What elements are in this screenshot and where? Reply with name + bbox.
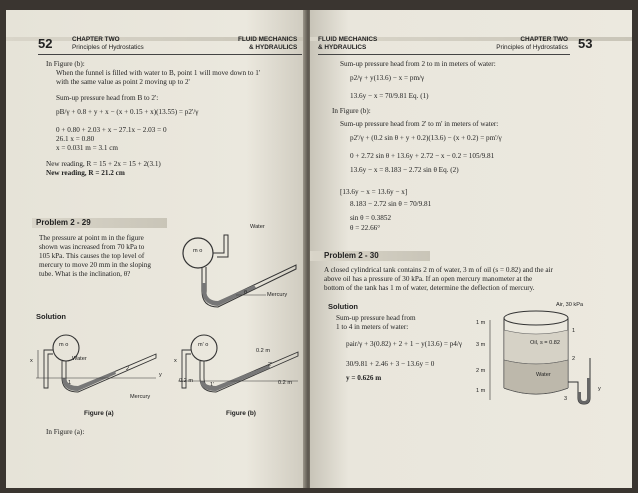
- chapter-heading: [486, 36, 568, 51]
- body-line: Sum-up pressure head from B to 2':: [56, 94, 159, 102]
- equation: p2'/γ + (0.2 sin θ + y + 0.2)(13.6) − (x + 0.2) = pm'/γ: [350, 134, 502, 142]
- tank-top: [504, 311, 568, 325]
- figure-label-m: m o: [193, 248, 203, 254]
- fig-a-2: 2: [126, 366, 130, 372]
- solution-title: Solution: [328, 302, 358, 311]
- tank-label-water: Water: [536, 372, 551, 378]
- solution-title: Solution: [36, 312, 66, 321]
- mercury-fill: [202, 283, 256, 306]
- fig-a-mercury: Mercury: [130, 394, 151, 400]
- body-line: with the same value as point 2 moving up to 2': [56, 78, 190, 86]
- book-spread: [6, 10, 632, 488]
- problem-title: Problem 2 - 29: [36, 218, 91, 227]
- mercury-fill: [578, 378, 590, 404]
- equation: 30/9.81 + 2.46 + 3 − 13.6y = 0: [346, 360, 435, 368]
- equation: [13.6y − x = 13.6y − x]: [340, 188, 408, 196]
- equation: x = 0.031 m = 3.1 cm: [56, 144, 119, 152]
- header-rule: [38, 54, 302, 55]
- vessel-shape: [191, 335, 217, 361]
- problem-title: Problem 2 - 30: [324, 251, 379, 260]
- equation: 0 + 2.72 sin θ + 13.6y + 2.72 − x − 0.2 = 105/9.81: [350, 152, 495, 160]
- vessel-pipe: [213, 235, 228, 257]
- figure-label-water: Water: [250, 224, 265, 230]
- book-title-line2: & HYDRAULICS: [249, 43, 298, 51]
- right-page: [310, 10, 632, 488]
- book-title: [318, 36, 377, 51]
- problem-line: mercury to move 20 mm in the sloping: [39, 261, 151, 269]
- body-line: New reading, R = 15 + 2x = 15 + 2(3.1): [46, 160, 161, 168]
- equation: θ = 22.66°: [350, 224, 381, 232]
- equation: y = 0.626 m: [346, 374, 382, 382]
- book-title-line2: & HYDRAULICS: [318, 43, 367, 51]
- tank-label-y: y: [598, 386, 601, 392]
- page-number: 53: [578, 36, 593, 51]
- fig-b-x: x: [174, 358, 177, 364]
- chapter-subtitle: Principles of Hydrostatics: [496, 43, 568, 51]
- body-line: In Figure (b):: [332, 107, 371, 115]
- book-title: [238, 36, 297, 51]
- figure-a: [36, 328, 161, 403]
- chapter-heading: [72, 36, 144, 51]
- fig-b-caption: Figure (b): [226, 410, 256, 417]
- figure-label-mercury: Mercury: [267, 292, 288, 298]
- tank-point-2: 2: [572, 356, 576, 362]
- solution-line: Sum-up pressure head from: [336, 314, 416, 322]
- chapter-label: CHAPTER TWO: [72, 36, 120, 43]
- tank-label-air: Air, 30 kPa: [556, 302, 584, 308]
- problem-line: tube. What is the inclination, θ?: [39, 270, 131, 278]
- tank-figure: [486, 308, 596, 408]
- equation: p2/γ + y(13.6) − x = pm/γ: [350, 74, 425, 82]
- body-line: New reading, R = 21.2 cm: [46, 169, 125, 177]
- manometer-tube: [202, 265, 296, 307]
- equation: sin θ = 0.3852: [350, 214, 392, 222]
- equation: 13.6y − x = 8.183 − 2.72 sin θ Eq. (2): [350, 166, 459, 174]
- equation: 0 + 0.80 + 2.03 + x − 27.1x − 2.03 = 0: [56, 126, 167, 134]
- figure-b: [178, 328, 303, 403]
- problem-line: shown was increased from 70 kPa to: [39, 243, 145, 251]
- book-title-line1: FLUID MECHANICS: [238, 36, 298, 43]
- tank-point-3: 3: [564, 396, 568, 402]
- footer-line: In Figure (a):: [46, 428, 85, 436]
- tank-dim-1m-bottom: 1 m: [476, 388, 486, 394]
- fig-a-water: Water: [72, 356, 87, 362]
- equation: 13.6y − x = 70/9.81 Eq. (1): [350, 92, 429, 100]
- fig-b-dim3: 0.2 m: [278, 380, 292, 386]
- equation: 26.1 x = 0.80: [56, 135, 95, 143]
- chapter-subtitle: Principles of Hydrostatics: [72, 43, 144, 51]
- problem-line: 105 kPa. This causes the top level of: [39, 252, 145, 260]
- solution-line: 1 to 4 in meters of water:: [336, 323, 409, 331]
- equation: pair/γ + 3(0.82) + 2 + 1 − y(13.6) = p4/γ: [346, 340, 463, 348]
- tank-dim-3m: 3 m: [476, 342, 486, 348]
- fig-b-dim1: 0.2 m: [256, 348, 270, 354]
- fig-b-2: 2': [268, 362, 273, 368]
- body-line: Sum-up pressure head from 2' to m' in meters of water:: [340, 120, 499, 128]
- tank-point-1: 1: [572, 328, 576, 334]
- fig-b-dim2: 0.2 m: [179, 378, 193, 384]
- fig-a-caption: Figure (a): [84, 410, 114, 417]
- fig-a-y: y: [159, 372, 162, 378]
- body-line: Sum-up pressure head from 2 to m in meters of water:: [340, 60, 496, 68]
- header-rule: [318, 54, 570, 55]
- tank-label-oil: Oil, s = 0.82: [530, 340, 561, 346]
- tank-dim-1m: 1 m: [476, 320, 486, 326]
- chapter-label: CHAPTER TWO: [520, 36, 568, 43]
- fig-a-m: m o: [59, 342, 69, 348]
- problem-line: The pressure at point m in the figure: [39, 234, 144, 242]
- fig-a-1: 1: [68, 380, 72, 386]
- body-line: In Figure (b):: [46, 60, 85, 68]
- fig-b-1: 1': [210, 382, 215, 388]
- equation: pB/γ + 0.8 + y + x − (x + 0.15 + x)(13.55) = p2'/γ: [56, 108, 199, 116]
- fig-a-x: x: [30, 358, 33, 364]
- left-page: [6, 10, 306, 488]
- page-number: 52: [38, 36, 53, 51]
- tank-dim-2m: 2 m: [476, 368, 486, 374]
- book-title-line1: FLUID MECHANICS: [318, 36, 378, 43]
- figure-label-theta: θ: [244, 290, 248, 296]
- equation: 8.183 − 2.72 sin θ = 70/9.81: [350, 200, 432, 208]
- fig-b-m: m' o: [198, 342, 209, 348]
- problem-line: bottom of the tank has 1 m of water, determine the deflection of mercury.: [324, 284, 535, 292]
- problem-line: A closed cylindrical tank contains 2 m of water, 3 m of oil (s = 0.82) and the air: [324, 266, 553, 274]
- left-pipe: [44, 350, 53, 388]
- body-line: When the funnel is filled with water to B, point 1 will move down to 1': [56, 69, 261, 77]
- oil-layer: [504, 330, 568, 364]
- problem-line: above oil has a pressure of 30 kPa. If an open mercury manometer at the: [324, 275, 533, 283]
